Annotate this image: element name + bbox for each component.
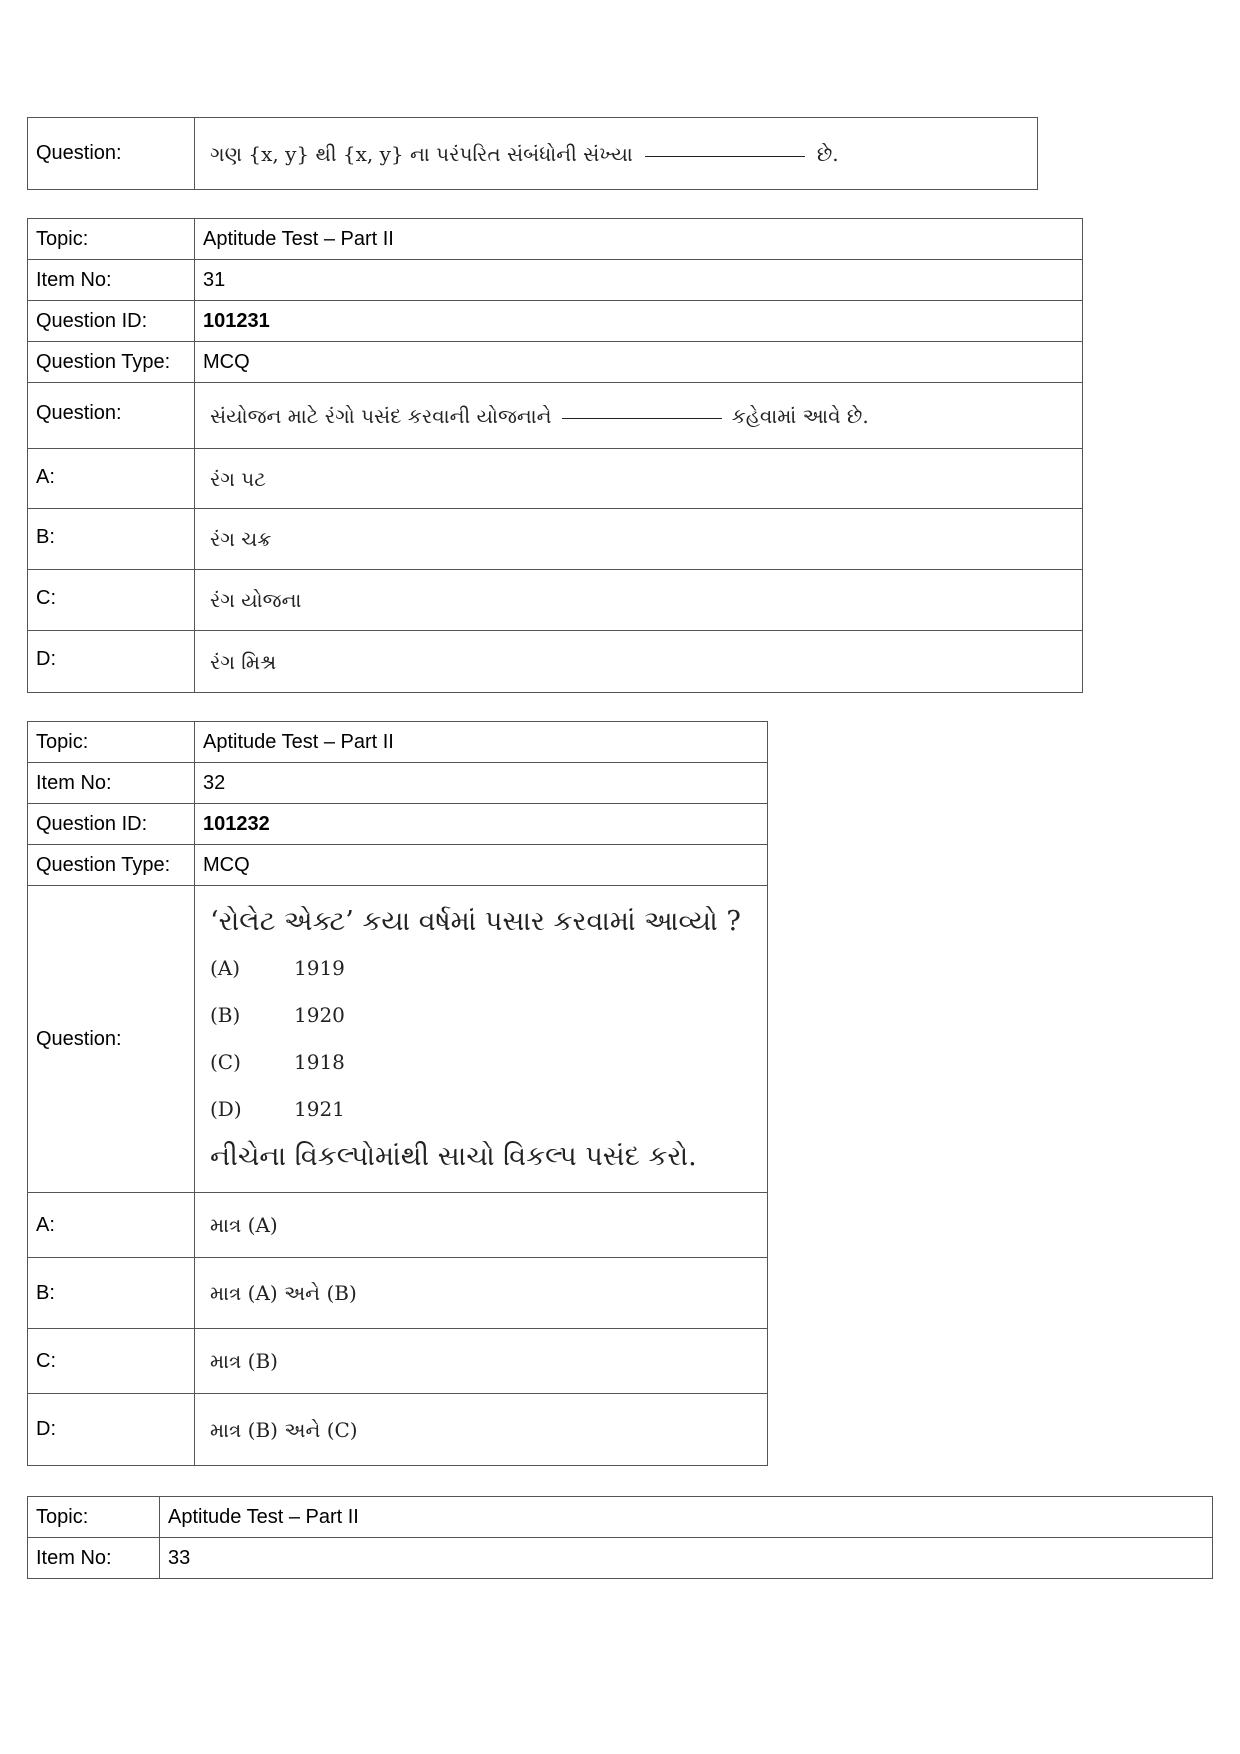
question-label: Question: <box>28 886 195 1193</box>
option-b-text: રંગ ચક્ર <box>195 509 1083 570</box>
question-id-label: Question ID: <box>28 804 195 845</box>
option-b-label: B: <box>28 509 195 570</box>
topic-row <box>28 219 1083 260</box>
option-b-text: માત્ર (A) અને (B) <box>195 1258 768 1329</box>
option-c-label: C: <box>28 1329 195 1394</box>
option-value: 1920 <box>294 1003 345 1027</box>
option-c-row <box>28 570 1083 631</box>
option-key: (B) <box>210 1003 241 1027</box>
question-last-line: નીચેના વિકલ્પોમાંથી સાચો વિકલ્પ પસંદ કરો. <box>210 1141 697 1172</box>
option-a-row <box>28 449 1083 509</box>
topic-value: Aptitude Test – Part II <box>160 1497 1213 1538</box>
option-a-label: A: <box>28 1193 195 1258</box>
question-id-value: 101232 <box>195 804 768 845</box>
question-id-label: Question ID: <box>28 301 195 342</box>
option-key: (A) <box>210 956 241 980</box>
answer-blank <box>645 155 805 157</box>
topic-row <box>28 1497 1213 1538</box>
option-a-row <box>28 1193 768 1258</box>
option-a-label: A: <box>28 449 195 509</box>
question-text <box>195 886 768 1193</box>
question-text-before: ગણ {x, y} થી {x, y} ના પરંપરિત સંબંધોની સંખ્યા <box>210 141 633 166</box>
answer-blank <box>562 417 722 419</box>
question-type-value: MCQ <box>195 342 1083 383</box>
item-label: Item No: <box>28 763 195 804</box>
question-label: Question: <box>28 383 195 449</box>
question-option-c <box>210 1039 759 1086</box>
option-c-text: રંગ યોજના <box>195 570 1083 631</box>
question-row <box>28 383 1083 449</box>
item-label: Item No: <box>28 1538 160 1579</box>
question-option-b <box>210 992 759 1039</box>
option-c-text: માત્ર (B) <box>195 1329 768 1394</box>
question-type-label: Question Type: <box>28 342 195 383</box>
option-a-text: માત્ર (A) <box>195 1193 768 1258</box>
question-text <box>195 118 1038 190</box>
item-label: Item No: <box>28 260 195 301</box>
topic-label: Topic: <box>28 722 195 763</box>
option-value: 1918 <box>294 1050 345 1074</box>
option-a-text: રંગ પટ <box>195 449 1083 509</box>
item-row <box>28 260 1083 301</box>
question-type-row <box>28 845 768 886</box>
item-value: 32 <box>195 763 768 804</box>
option-d-text: માત્ર (B) અને (C) <box>195 1394 768 1466</box>
question-id-row <box>28 301 1083 342</box>
option-b-label: B: <box>28 1258 195 1329</box>
item-row <box>28 1538 1213 1579</box>
item-value: 31 <box>195 260 1083 301</box>
option-d-label: D: <box>28 1394 195 1466</box>
option-d-label: D: <box>28 631 195 693</box>
question-row <box>28 886 768 1193</box>
partial-question-table <box>27 117 1038 190</box>
question-id-value: 101231 <box>195 301 1083 342</box>
question-label: Question: <box>28 118 195 190</box>
topic-label: Topic: <box>28 1497 160 1538</box>
question-type-label: Question Type: <box>28 845 195 886</box>
question-text <box>195 383 1083 449</box>
question-text-after: છે. <box>816 141 839 166</box>
question-option-d <box>210 1086 759 1133</box>
question-line-1: ‘રોલેટ એક્ટ’ કયા વર્ષમાં પસાર કરવામાં આવ્યો ? <box>210 906 741 937</box>
option-value: 1919 <box>294 956 345 980</box>
question-33-table <box>27 1496 1213 1579</box>
option-c-label: C: <box>28 570 195 631</box>
item-row <box>28 763 768 804</box>
topic-row <box>28 722 768 763</box>
option-value: 1921 <box>294 1097 345 1121</box>
option-d-text: રંગ મિશ્ર <box>195 631 1083 693</box>
question-type-value: MCQ <box>195 845 768 886</box>
option-key: (C) <box>210 1050 241 1074</box>
topic-value: Aptitude Test – Part II <box>195 219 1083 260</box>
question-31-table <box>27 218 1083 693</box>
item-value: 33 <box>160 1538 1213 1579</box>
option-d-row <box>28 631 1083 693</box>
question-32-table <box>27 721 768 1466</box>
option-b-row <box>28 1258 768 1329</box>
question-text-before: સંયોજન માટે રંગો પસંદ કરવાની યોજનાને <box>210 403 552 428</box>
option-key: (D) <box>210 1097 242 1121</box>
topic-label: Topic: <box>28 219 195 260</box>
question-row <box>28 118 1038 190</box>
question-type-row <box>28 342 1083 383</box>
option-c-row <box>28 1329 768 1394</box>
question-text-after: કહેવામાં આવે છે. <box>731 403 869 428</box>
topic-value: Aptitude Test – Part II <box>195 722 768 763</box>
option-b-row <box>28 509 1083 570</box>
question-option-a <box>210 945 759 992</box>
option-d-row <box>28 1394 768 1466</box>
question-id-row <box>28 804 768 845</box>
